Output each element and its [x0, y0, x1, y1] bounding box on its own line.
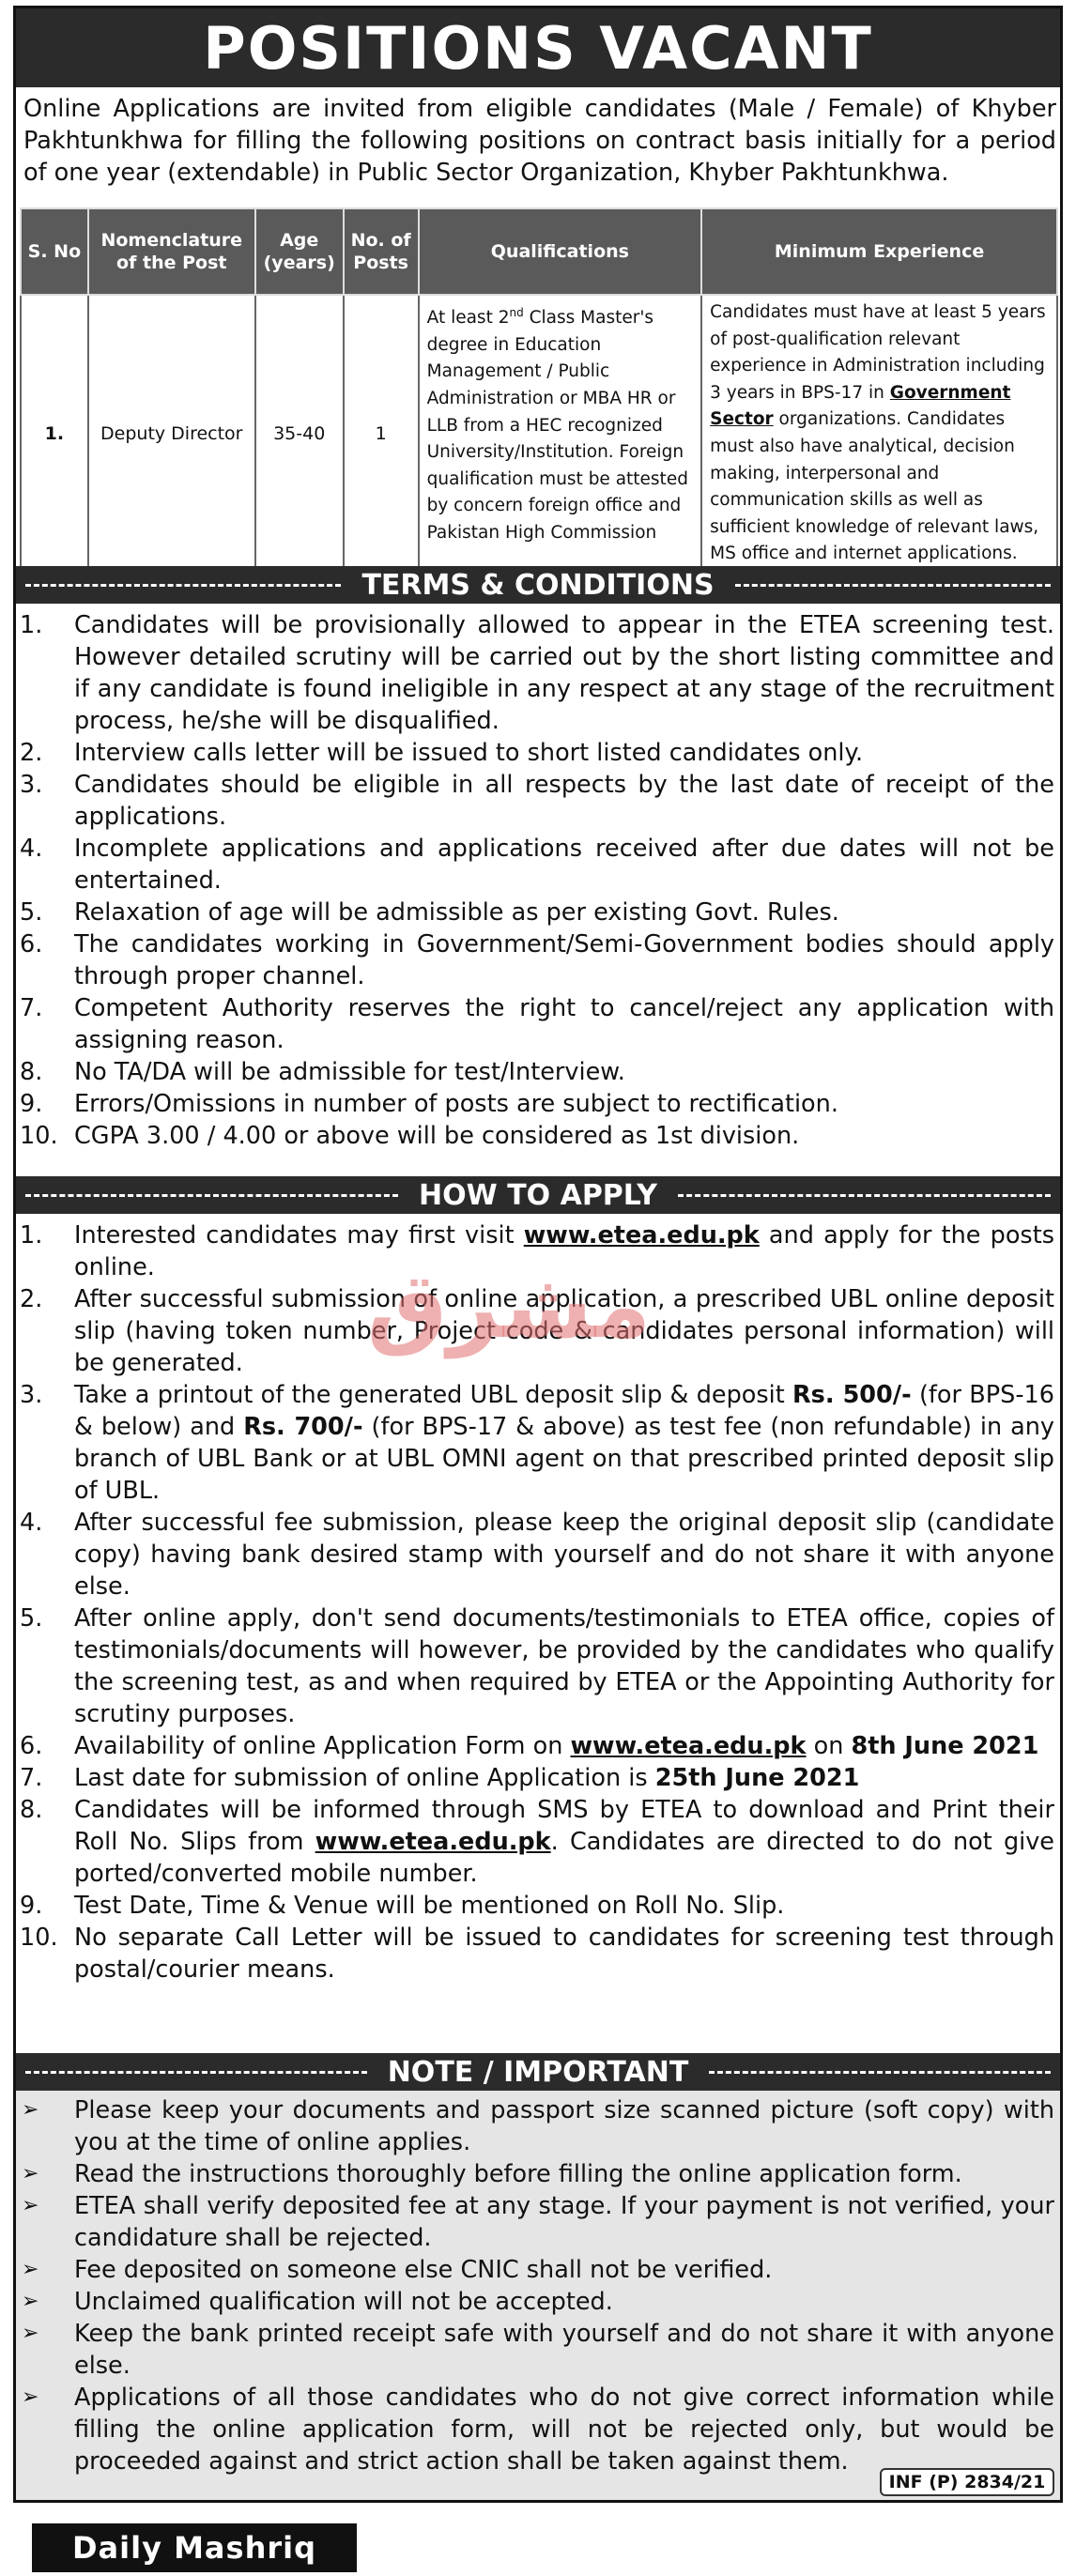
note-text: ETEA shall verify deposited fee at any stage. If your payment is not verified, your candidature shall be rejected. [74, 2192, 1054, 2252]
qual-sup: nd [509, 306, 524, 319]
list-item [16, 1379, 1066, 1507]
notes-list [16, 2094, 1066, 2477]
item-text: Candidates should be eligible in all respects by the last date of receipt of the applications. [74, 771, 1054, 831]
cell-experience [701, 295, 1057, 573]
list-item [16, 1730, 1066, 1762]
notes-heading: NOTE / IMPORTANT [387, 2055, 689, 2089]
divider [25, 1194, 398, 1197]
arrow-bullet-icon: ➢ [22, 2322, 39, 2345]
reference-number: INF (P) 2834/21 [880, 2468, 1054, 2496]
note-text: Fee deposited on someone else CNIC shall not be verified. [74, 2256, 773, 2284]
note-text: Read the instructions thoroughly before filling the online application form. [74, 2160, 962, 2188]
col-header-qualifications: Qualifications [419, 208, 702, 295]
list-item [16, 992, 1066, 1056]
arrow-bullet-icon: ➢ [22, 2098, 39, 2122]
item-number: 8. [20, 1796, 43, 1824]
item-number: 10. [20, 1122, 58, 1150]
item-text: Incomplete applications and applications received after due dates will not be entertained. [74, 835, 1054, 895]
etea-link[interactable]: www.etea.edu.pk [315, 1828, 551, 1856]
item-number: 6. [20, 930, 43, 958]
item-number: 10. [20, 1924, 58, 1952]
list-item [16, 737, 1066, 769]
note-item [16, 2254, 1066, 2286]
item-text: Interview calls letter will be issued to short listed candidates only. [74, 739, 864, 767]
item-text: After successful fee submission, please keep the original deposit slip (candidate copy) having bank desired stamp with yourself and do not share it with anyone else. [74, 1509, 1054, 1601]
list-item [16, 1120, 1066, 1152]
item-text: Candidates will be informed through SMS by ETEA to download and Print their Roll No. Slips from [74, 1796, 1054, 1856]
item-number: 9. [20, 1090, 43, 1118]
list-item [16, 833, 1066, 897]
terms-heading: TERMS & CONDITIONS [361, 568, 715, 602]
note-item [16, 2382, 1066, 2477]
cell-posts: 1 [344, 295, 419, 573]
list-item [16, 1507, 1066, 1602]
list-item [16, 769, 1066, 833]
item-text: (for BPS-17 & above) as test fee (non refundable) in any branch of UBL Bank or at UBL OMNI agent on that prescribed printed deposit slip of UBL. [74, 1413, 1055, 1505]
advertisement [13, 6, 1063, 2503]
availability-date: 8th June 2021 [851, 1732, 1039, 1760]
positions-table [20, 207, 1058, 574]
list-item [16, 897, 1066, 928]
item-number: 9. [20, 1892, 43, 1920]
arrow-bullet-icon: ➢ [22, 2162, 39, 2185]
item-text: No separate Call Letter will be issued to candidates for screening test through postal/courier means. [74, 1924, 1054, 1984]
note-item [16, 2286, 1066, 2318]
exp-government-sector: Government Sector [710, 382, 1011, 430]
qual-text-a: At least 2 [426, 308, 510, 329]
last-date: 25th June 2021 [654, 1764, 860, 1792]
cell-post: Deputy Director [88, 295, 255, 573]
terms-list [16, 609, 1066, 1152]
qual-text-b: Class Master's degree in Education Management / Public Administration or MBA HR or LLB from a HEC recognized University/Institution. Foreign qualification must be attested by concern foreign office and Pakistan High Commission [426, 308, 688, 543]
arrow-bullet-icon: ➢ [22, 2290, 39, 2313]
item-text: Interested candidates may first visit [74, 1221, 524, 1250]
intro-paragraph: Online Applications are invited from eligible candidates (Male / Female) of Khyber Pakhtunkhwa for filling the following positions on contract basis initially for a period of one year (extendable) in Public Sector Organization, Khyber Pakhtunkhwa. [23, 95, 1056, 187]
note-item [16, 2158, 1066, 2190]
arrow-bullet-icon: ➢ [22, 2194, 39, 2217]
col-header-age: Age (years) [255, 208, 344, 295]
col-header-experience: Minimum Experience [701, 208, 1057, 295]
item-number: 5. [20, 898, 43, 927]
exp-text-b: organizations. Candidates must also have analytical, decision making, interpersonal and communication skills as well as sufficient knowledge of relevant laws, MS office and internet applications. [710, 409, 1039, 564]
table-row [21, 295, 1057, 573]
list-item [16, 1890, 1066, 1922]
item-text: Relaxation of age will be admissible as per existing Govt. Rules. [74, 898, 839, 927]
etea-link[interactable]: www.etea.edu.pk [570, 1732, 807, 1760]
col-header-posts: No. of Posts [344, 208, 419, 295]
divider [25, 2071, 367, 2074]
col-header-post: Nomenclature of the Post [88, 208, 255, 295]
item-text: . Candidates are directed to do not give ported/converted mobile number. [74, 1828, 1054, 1888]
item-text: on [806, 1732, 852, 1760]
divider [678, 1194, 1051, 1197]
note-item [16, 2190, 1066, 2254]
item-number: 7. [20, 1764, 43, 1792]
note-text: Please keep your documents and passport size scanned picture (soft copy) with you at the time of online applies. [74, 2096, 1054, 2156]
arrow-bullet-icon: ➢ [22, 2258, 39, 2281]
item-number: 6. [20, 1732, 43, 1760]
newspaper-name: Daily Mashriq [32, 2523, 357, 2572]
item-text: Take a printout of the generated UBL deposit slip & deposit [74, 1381, 793, 1409]
apply-heading: HOW TO APPLY [419, 1178, 657, 1212]
divider [709, 2071, 1051, 2074]
note-text: Applications of all those candidates who do not give correct information while filling the online application form, will not be rejected only, but would be proceeded against and strict action shall be taken against them. [74, 2384, 1054, 2476]
note-item [16, 2318, 1066, 2382]
item-text: Last date for submission of online Application is [74, 1764, 655, 1792]
list-item [16, 1762, 1066, 1794]
cell-qualifications [419, 295, 702, 573]
exp-text-a: Candidates must have at least 5 years of post-qualification relevant experience in Administration including 3 years in BPS-17 in [710, 302, 1046, 403]
list-item [16, 609, 1066, 737]
item-text: After online apply, don't send documents/testimonials to ETEA office, copies of testimonials/documents will however, be provided by the candidates who qualify the screening test, as and when required by ETEA or the Appointing Authority for scrutiny purposes. [74, 1604, 1054, 1728]
item-text: Competent Authority reserves the right to cancel/reject any application with assigning reason. [74, 994, 1054, 1054]
watermark-text: مشرق [366, 1253, 652, 1358]
fee-bps17: Rs. 700/- [243, 1413, 363, 1441]
item-number: 1. [20, 1221, 43, 1250]
item-text: Availability of online Application Form on [74, 1732, 571, 1760]
item-number: 7. [20, 994, 43, 1022]
list-item [16, 1922, 1066, 1986]
item-text: The candidates working in Government/Semi-Government bodies should apply through proper channel. [74, 930, 1054, 990]
item-number: 8. [20, 1058, 43, 1086]
page-title: POSITIONS VACANT [16, 8, 1060, 87]
notes-heading-bar [16, 2053, 1060, 2091]
item-text: No TA/DA will be admissible for test/Interview. [74, 1058, 625, 1086]
list-item [16, 1056, 1066, 1088]
item-number: 4. [20, 835, 43, 863]
item-number: 5. [20, 1604, 43, 1633]
col-header-sno: S. No [21, 208, 88, 295]
mashriq-watermark [354, 1248, 664, 1370]
item-number: 2. [20, 739, 43, 767]
item-text: Errors/Omissions in number of posts are subject to rectification. [74, 1090, 838, 1118]
note-text: Unclaimed qualification will not be accepted. [74, 2288, 613, 2316]
list-item [16, 1602, 1066, 1730]
note-item [16, 2094, 1066, 2158]
item-text: Test Date, Time & Venue will be mentioned on Roll No. Slip. [74, 1892, 785, 1920]
cell-age: 35-40 [255, 295, 344, 573]
item-number: 1. [20, 611, 43, 639]
item-number: 4. [20, 1509, 43, 1537]
arrow-bullet-icon: ➢ [22, 2385, 39, 2409]
item-text: CGPA 3.00 / 4.00 or above will be considered as 1st division. [74, 1122, 800, 1150]
item-number: 3. [20, 771, 43, 799]
table-header-row [21, 208, 1057, 295]
list-item [16, 1088, 1066, 1120]
apply-heading-bar [16, 1176, 1060, 1214]
fee-bps16: Rs. 500/- [792, 1381, 912, 1409]
terms-heading-bar [16, 566, 1060, 604]
item-number: 2. [20, 1285, 43, 1313]
list-item [16, 1794, 1066, 1890]
item-text: Candidates will be provisionally allowed to appear in the ETEA screening test. However detailed scrutiny will be carried out by the short listing committee and if any candidate is found ineligible in any respect at any stage of the recruitment process, he/she will be disqualified. [74, 611, 1054, 735]
list-item [16, 928, 1066, 992]
divider [735, 584, 1051, 587]
item-number: 3. [20, 1381, 43, 1409]
etea-link[interactable]: www.etea.edu.pk [523, 1221, 760, 1250]
note-text: Keep the bank printed receipt safe with yourself and do not share it with anyone else. [74, 2320, 1054, 2380]
item-text: After successful submission of online application, a prescribed UBL online deposit slip (having token number, Project code & candidates personal information) will be generated. [74, 1285, 1054, 1377]
divider [25, 584, 341, 587]
item-text: (for BPS-16 & below) and [74, 1381, 1054, 1441]
cell-sno: 1. [21, 295, 88, 573]
item-text: and apply for the posts online. [74, 1221, 1054, 1281]
